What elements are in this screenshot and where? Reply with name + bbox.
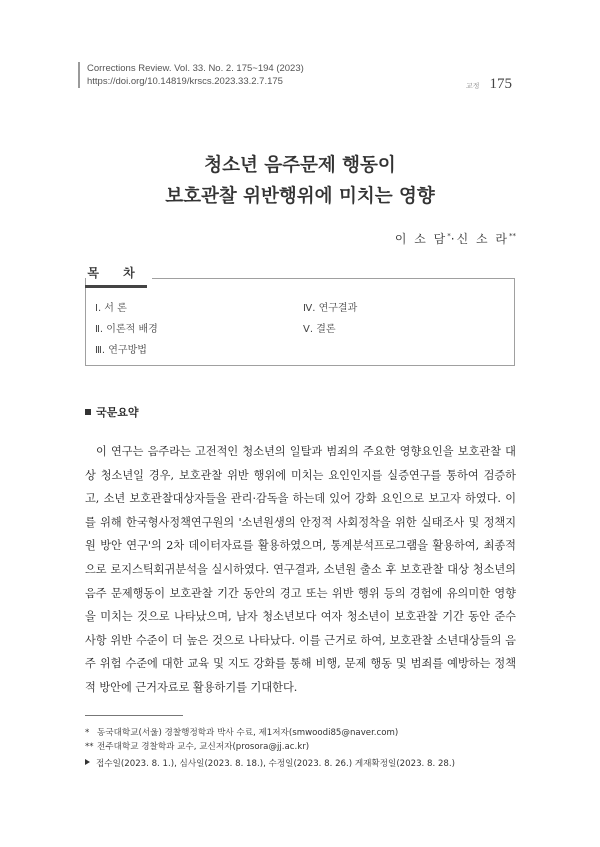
- toc-item-results: Ⅳ. 연구결과: [303, 303, 358, 314]
- footnote-dates-text: 접수일(2023. 8. 1.), 심사일(2023. 8. 18.), 수정일(2023. 8. 26.) 게재확정일(2023. 8. 28.): [96, 759, 455, 769]
- author-2-footnote-mark: **: [509, 232, 516, 240]
- doi-link[interactable]: https://doi.org/10.14819/krscs.2023.33.2.7.175: [87, 76, 283, 87]
- author-1: 이 소 담: [394, 232, 448, 246]
- author-1-footnote-mark: *: [447, 232, 451, 240]
- author-separator: ·: [450, 232, 457, 246]
- footnote-author-2: [85, 740, 309, 752]
- author-2: 신 소 라: [456, 232, 509, 246]
- square-bullet-icon: [85, 409, 91, 415]
- triangle-bullet-icon: [85, 759, 90, 765]
- footnote-1-text: 동국대학교(서울) 경찰행정학과 박사 수료, 제1저자(smwoodi85@naver.com): [97, 728, 399, 738]
- paper-title: [0, 150, 600, 212]
- title-line-2: 보호관찰 위반행위에 미치는 영향: [165, 186, 435, 207]
- footnote-author-1: [85, 726, 398, 738]
- toc-label: 목 차: [85, 263, 147, 288]
- footnote-divider: [85, 715, 183, 716]
- footnote-2-mark: **: [85, 742, 94, 752]
- footnote-1-mark: *: [85, 728, 90, 738]
- abstract-body: 이 연구는 음주라는 고전적인 청소년의 일탈과 범죄의 주요한 영향요인을 보호관찰 대상 청소년일 경우, 보호관찰 위반 행위에 미치는 요인인지를 실증연구를 통하여 검증하고, 소년 보호관찰대상자들을 관리·감독을 하는데 있어 강화 요인으로 보고자 하였다. 이를 위해 한국형사정책연구원의 '소년원생의 안정적 사회정착을 위한 실태조사 및 정책지원 방안 연구'의 2차 데이터자료를 활용하였으며, 통계분석프로그램을 활용하여, 최종적으로 로지스틱회귀분석을 실시하였다. 연구결과, 소년원 출소 후 보호관찰 대상 청소년의 음주 문제행동이 보호관찰 기간 동안의 경고 또는 위반 행위 등의 경험에 유의미한 영향을 미치는 것으로 나타났으며, 남자 청소년보다 여자 청소년이 보호관찰 기간 동안 준수사항 위반 수준이 더 높은 것으로 나타났다. 이를 근거로 하여, 보호관찰 소년대상들의 음주 위험 수준에 대한 교육 및 지도 강화를 통해 비행, 문제 행동 및 범죄를 예방하는 정책적 방안에 근거자료로 활용하기를 기대한다.: [85, 445, 516, 694]
- toc-item-conclusion: Ⅴ. 결론: [303, 324, 336, 335]
- footnote-2-text: 전주대학교 경찰학과 교수, 교신저자(prosora@jj.ac.kr): [97, 742, 310, 752]
- title-line-1: 청소년 음주문제 행동이: [204, 155, 396, 176]
- toc-item-methods: Ⅲ. 연구방법: [95, 345, 147, 356]
- author-line: [395, 230, 516, 247]
- journal-mark: 교정: [465, 82, 480, 90]
- journal-citation: Corrections Review. Vol. 33. No. 2. 175~194 (2023): [87, 63, 304, 74]
- toc-item-introduction: Ⅰ. 서 론: [95, 303, 127, 314]
- footnote-dates: [85, 757, 455, 769]
- abstract-heading: [85, 404, 139, 420]
- page-number: 175: [489, 76, 512, 92]
- table-of-contents: [85, 263, 515, 367]
- abstract-heading-text: 국문요약: [96, 406, 139, 419]
- journal-info: [78, 62, 304, 88]
- toc-item-theory: Ⅱ. 이론적 배경: [95, 324, 158, 335]
- running-header: [466, 76, 512, 93]
